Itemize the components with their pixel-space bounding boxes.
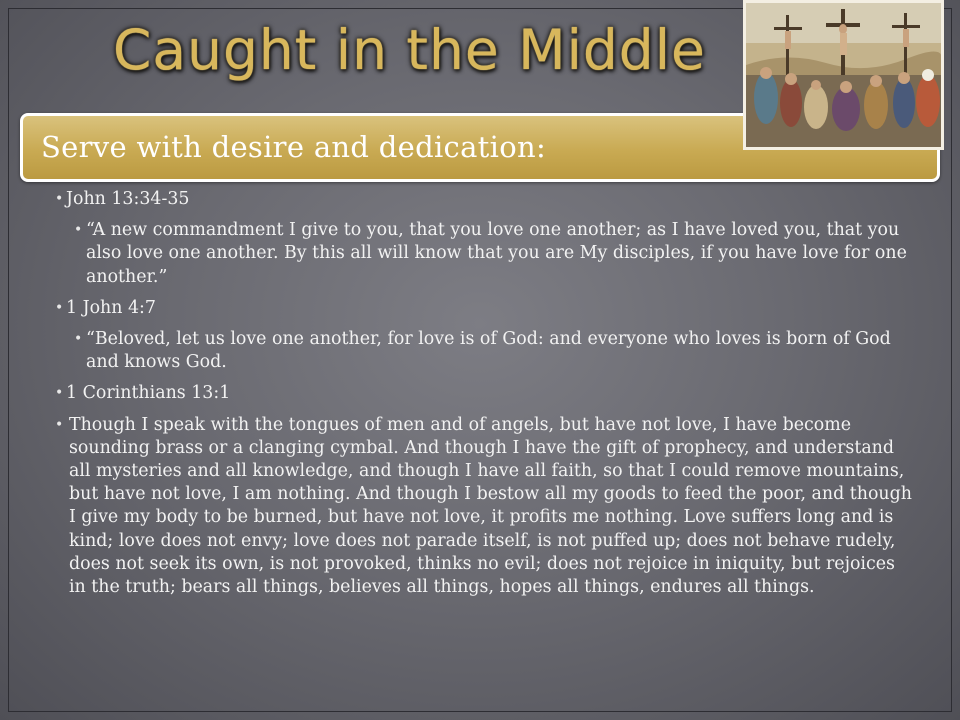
- bullet-icon: •: [74, 222, 83, 239]
- reference-1-john-4: 1 John 4:7: [66, 297, 156, 318]
- quote-1-corinthians-13: Though I speak with the tongues of men and of angels, but have not love, I have become sounding brass or a clanging cymbal. And though I have the gift of prophecy, and understand all mysteries and all knowledge, and though I have all faith, so that I could remove mountains, but have not love, I am nothing. And though I bestow all my goods to feed the poor, and though I give my body to be burned, but have not love, it profits me nothing. Love suffers long and is kind; love does not envy; love does not parade itself, is not puffed up; does not behave rudely, does not seek its own, is not provoked, thinks no evil; does not rejoice in iniquity, but rejoices in the truth; bears all things, believes all things, hopes all things, endures all things.: [69, 414, 912, 598]
- bullet-icon: •: [74, 331, 83, 348]
- bullet-icon: •: [55, 385, 64, 402]
- list-item: [55, 297, 915, 320]
- header-text: Serve with desire and dedication:: [41, 130, 547, 164]
- slide-title: Caught in the Middle: [113, 18, 706, 82]
- bullet-icon: •: [55, 416, 64, 433]
- bullet-icon: •: [55, 191, 64, 207]
- bullet-icon: •: [55, 299, 64, 316]
- quote-1-john-4: “Beloved, let us love one another, for love is of God: and everyone who loves is born of God and knows God.: [86, 329, 891, 373]
- quote-john-13: “A new commandment I give to you, that you love one another; as I have loved you, that you also love one another. By this all will know that you are My disciples, if you have love for one another.”: [86, 220, 907, 287]
- reference-john-13: John 13:34-35: [66, 189, 190, 209]
- reference-1-corinthians-13: 1 Corinthians 13:1: [66, 383, 231, 404]
- crucifixion-painting-icon: [743, 0, 944, 150]
- list-item: [55, 219, 915, 289]
- painting-svg: [746, 3, 941, 147]
- list-item: [55, 382, 915, 405]
- scripture-list: [55, 188, 915, 599]
- list-item: [55, 328, 915, 374]
- list-item: [55, 188, 915, 211]
- list-item: [53, 414, 915, 600]
